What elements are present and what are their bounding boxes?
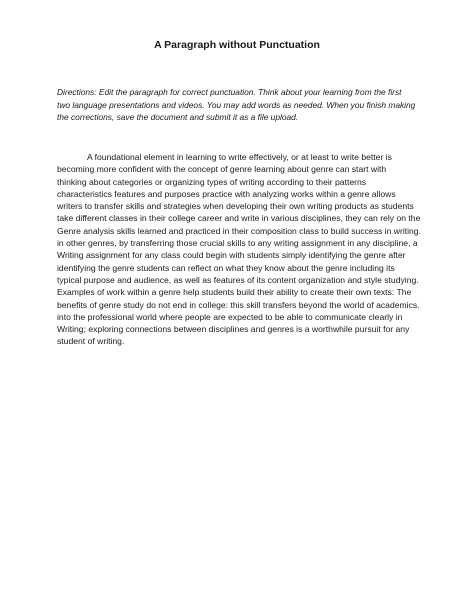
paragraph-line: Writing; exploring connections between disciplines and genres is a worthwhile pursuit for any: [57, 324, 410, 335]
directions-line: the corrections, save the document and submit it as a file upload.: [57, 112, 299, 122]
paragraph-line: benefits of genre study do not end in college: this skill transfers beyond the world of academics.: [57, 299, 420, 310]
paragraph-line: becoming more confident with the concept of genre learning about genre can start with: [57, 164, 387, 175]
document-title: A Paragraph without Punctuation: [154, 39, 320, 51]
directions-line: Directions: Edit the paragraph for correct punctuation. Think about your learning from the first: [57, 87, 402, 97]
paragraph-line: typical purpose and audience, as well as features of its content organization and style studying.: [57, 274, 419, 285]
paragraph-line: identifying the genre students can reflect on what they know about the genre including its: [57, 262, 395, 273]
paragraph-line: characteristics features and purposes practice with analyzing works within a genre allows: [57, 188, 396, 199]
directions-text: [57, 86, 429, 124]
paragraph-line: A foundational element in learning to write effectively, or at least to write better is: [87, 152, 392, 162]
unpunctuated-paragraph: [57, 151, 423, 348]
paragraph-line: Genre analysis skills learned and practiced in their composition class to build success in writing.: [57, 225, 421, 236]
paragraph-line: Examples of work within a genre help students build their ability to create their own texts: The: [57, 287, 412, 298]
paragraph-line: Writing assignment for any class could begin with students simply identifying the genre after: [57, 250, 406, 261]
paragraph-line: take different classes in their college career and write in various disciplines, they can rely on the: [57, 213, 421, 224]
directions-line: two language presentations and videos. You may add words as needed. When you finish making: [57, 99, 416, 110]
paragraph-line: into the professional world where people are expected to be able to communicate clearly in: [57, 311, 403, 322]
paragraph-line: thinking about categories or organizing types of writing according to their patterns: [57, 176, 367, 187]
paragraph-line: writers to transfer skills and strategies when developing their own writing products as students: [57, 201, 414, 212]
paragraph-line: student of writing.: [57, 336, 125, 347]
paragraph-line: in other genres, by transferring those crucial skills to any writing assignment in any discipline, a: [57, 238, 418, 249]
